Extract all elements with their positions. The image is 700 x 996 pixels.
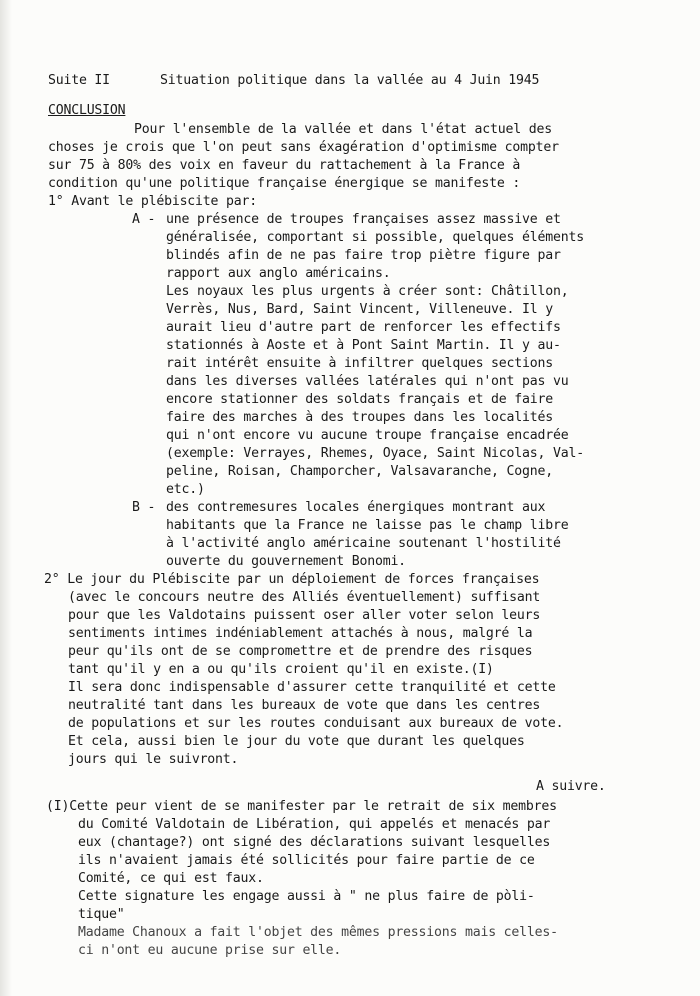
intro-line-2: choses je crois que l'on peut sans éxagération d'optimisme compter — [48, 140, 559, 155]
point1-a-line: Les noyaux les plus urgents à créer sont: Châtillon, — [166, 284, 569, 299]
point2-line: jours qui le suivront. — [68, 752, 239, 767]
point2-line: neutralité tant dans les bureaux de vote que dans les centres — [68, 698, 541, 713]
point1-a-line: peline, Roisan, Champorcher, Valsavaranche, Cogne, — [166, 464, 553, 479]
point1-b-line: ouverte du gouvernement Bonomi. — [166, 554, 406, 569]
point1-a-line: généralisée, comportant si possible, quelques éléments — [166, 230, 584, 245]
point1-a-line: etc.) — [166, 482, 205, 497]
point1-a-line: rait intérêt ensuite à infiltrer quelques sections — [166, 356, 553, 371]
intro-line-4: condition qu'une politique française énergique se manifeste : — [48, 176, 521, 191]
point1-a-line: faire des marches à des troupes dans les localités — [166, 410, 553, 425]
point1-a-line: blindés afin de ne pas faire trop piètre figure par — [166, 248, 561, 263]
point1-a-line: une présence de troupes françaises assez massive et — [166, 212, 561, 227]
point1-a-line: dans les diverses vallées latérales qui n'ont pas vu — [166, 374, 569, 389]
point1-a-line: aurait lieu d'autre part de renforcer les effectifs — [166, 320, 561, 335]
point1-a-line: Verrès, Nus, Bard, Saint Vincent, Villeneuve. Il y — [166, 302, 553, 317]
point2-line: (avec le concours neutre des Alliés éventuellement) suffisant — [68, 590, 541, 605]
point2-line: Il sera donc indispensable d'assurer cette tranquilité et cette — [68, 680, 556, 695]
point1-a-line: rapport aux anglo américains. — [166, 266, 391, 281]
point1-a-line: qui n'ont encore vu aucune troupe française encadrée — [166, 428, 569, 443]
point1-b-line: des contremesures locales énergiques montrant aux — [166, 500, 546, 515]
point2-line: tant qu'il y en a ou qu'ils croient qu'il en existe.(I) — [68, 662, 494, 677]
intro-line-3: sur 75 à 80% des voix en faveur du rattachement à la France à — [48, 158, 521, 173]
point1-a-marker: A - — [132, 212, 156, 227]
footnote-handwritten-line: ci n'ont eu aucune prise sur elle. — [78, 943, 342, 958]
point2-line: de populations et sur les routes conduisant aux bureaux de vote. — [68, 716, 564, 731]
point1-a-line: encore stationner des soldats français et de faire — [166, 392, 553, 407]
footnote-handwritten-line: Madame Chanoux a fait l'objet des mêmes pressions mais celles- — [78, 925, 558, 940]
footnote-line: tique" — [78, 907, 125, 922]
point1-a-line: stationnés à Aoste et à Pont Saint Martin. Il y au- — [166, 338, 561, 353]
header-suite: Suite II — [48, 73, 110, 88]
point2-line: peur qu'ils ont de se compromettre et de prendre des risques — [68, 644, 533, 659]
conclusion-heading: CONCLUSION — [48, 103, 126, 118]
footnote-line: du Comité Valdotain de Libération, qui appelés et menacés par — [78, 817, 551, 832]
point2-line: sentiments intimes indéniablement attachés à nous, malgré la — [68, 626, 533, 641]
header-title: Situation politique dans la vallée au 4 Juin 1945 — [160, 73, 540, 88]
point1-b-marker: B - — [132, 500, 156, 515]
point2-line: 2° Le jour du Plébiscite par un déploiement de forces françaises — [44, 572, 540, 587]
page-edge-shadow — [0, 0, 12, 996]
point1-b-line: à l'activité anglo américaine soutenant l'hostilité — [166, 536, 561, 551]
intro-line-1: Pour l'ensemble de la vallée et dans l'état actuel des — [134, 122, 552, 137]
point1-b-line: habitants que la France ne laisse pas le champ libre — [166, 518, 569, 533]
footnote-line: ils n'avaient jamais été sollicités pour faire partie de ce — [78, 853, 535, 868]
footnote-line: Cette signature les engage aussi à " ne plus faire de pòli- — [78, 889, 535, 904]
footnote-line: eux (chantage?) ont signé des déclarations suivant lesquelles — [78, 835, 551, 850]
a-suivre: A suivre. — [536, 779, 606, 794]
point1-a-line: (exemple: Verrayes, Rhemes, Oyace, Saint Nicolas, Val- — [166, 446, 584, 461]
point2-line: Et cela, aussi bien le jour du vote que durant les quelques — [68, 734, 525, 749]
point1-label: 1° Avant le plébiscite par: — [48, 194, 257, 209]
footnote-line: Comité, ce qui est faux. — [78, 871, 264, 886]
footnote-line: (I)Cette peur vient de se manifester par le retrait de six membres — [46, 799, 557, 814]
point2-line: pour que les Valdotains puissent oser aller voter selon leurs — [68, 608, 541, 623]
